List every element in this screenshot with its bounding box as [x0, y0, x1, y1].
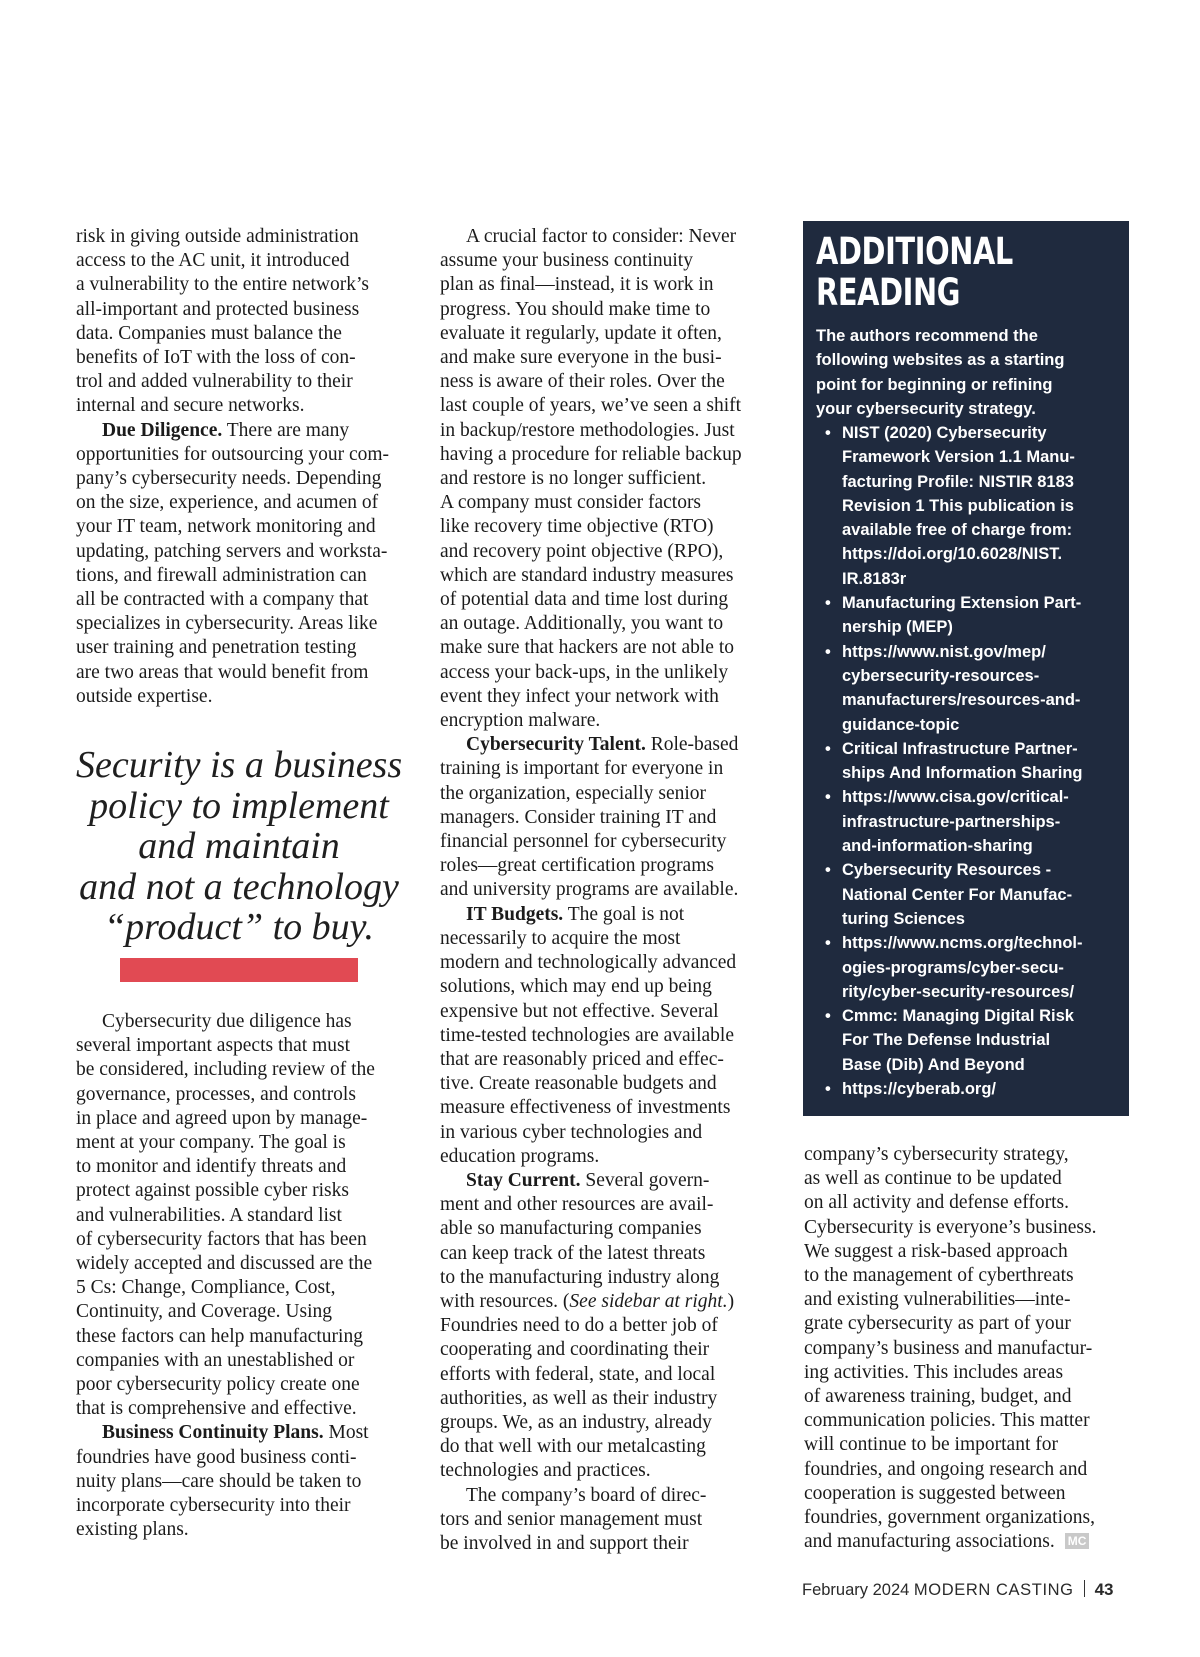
text-line: Continuity, and Coverage. Using [76, 1301, 332, 1323]
text-line: updating, patching servers and worksta- [76, 540, 388, 562]
sidebar-item-line: cybersecurity-resources- [842, 666, 1040, 685]
text-line: point for beginning or refining [816, 375, 1053, 394]
text-line: all-important and protected business [76, 298, 360, 320]
sidebar-item-line: https://www.nist.gov/mep/ [842, 642, 1046, 661]
sidebar-item-line: guidance-topic [842, 715, 960, 734]
text-line: are two areas that would benefit from [76, 661, 369, 683]
text-line: cooperating and coordinating their [440, 1339, 710, 1361]
text-line: The authors recommend the [816, 327, 1038, 345]
text-line: an outage. Additionally, you want to [440, 613, 724, 635]
text-line: We suggest a risk-based approach [804, 1240, 1068, 1262]
text-line: companies with an unestablished or [76, 1349, 355, 1371]
text-line: internal and secure networks. [76, 395, 305, 417]
col1-paragraph-business-continuity: Business Continuity Plans. Most foundries have good business conti- nuity plans—care should be taken to incorporate cybersecurity into their existing plans. [76, 1421, 396, 1542]
sidebar-item-line: infrastructure-partnerships- [842, 812, 1061, 831]
text-line: evaluate it regularly, update it often, [440, 322, 722, 344]
text-line: able so manufacturing companies [440, 1218, 702, 1240]
text-line: benefits of IoT with the loss of con- [76, 347, 356, 369]
sidebar-resource-item [816, 421, 1126, 591]
sidebar-item-line: IR.8183r [842, 569, 907, 588]
text-line: plan as final—instead, it is work in [440, 274, 714, 296]
magazine-name: MODERN CASTING [913, 1581, 1074, 1599]
bullet-icon: • [825, 861, 831, 880]
sidebar-item-line: Framework Version 1.1 Manu- [842, 448, 1075, 467]
text-line: education programs. [440, 1145, 600, 1167]
text-line: authorities, as well as their industry [440, 1387, 718, 1409]
text-line: as well as continue to be updated [804, 1168, 1062, 1190]
text-line: 5 Cs: Change, Compliance, Cost, [76, 1277, 336, 1299]
text-line: that is comprehensive and effective. [76, 1398, 357, 1420]
col2-paragraph-1: A crucial factor to consider: Never assume your business continuity plan as final—instead, it is work in progress. You should make time to evaluate it regularly, update it often, and make sure everyone in the busi- ness is aware of their roles. Over the last couple of years, we’ve seen a shift in backup/restore methodologies. Just having a procedure for reliable backup and restore is no longer sufficient. A company must consider factors like recovery time objective (RTO) and recovery point objective (RPO), which are standard industry measures of potential data and time lost during an outage. Additionally, you want to make sure that hackers are not able to access your back-ups, in the unlikely event they infect your network with encryption malware. [440, 225, 767, 733]
text-line: all be contracted with a company that [76, 589, 369, 611]
issue-date: February 2024 [802, 1581, 910, 1599]
sidebar-item-line: https://doi.org/10.6028/NIST. [842, 545, 1063, 564]
sidebar-item-line: turing Sciences [842, 909, 965, 928]
text-line: risk in giving outside administration [76, 226, 359, 247]
sidebar-item-line: https://www.ncms.org/technol- [842, 934, 1083, 953]
text-line: will continue to be important for [804, 1434, 1058, 1456]
subhead-business-continuity: Business Continuity Plans. [102, 1422, 324, 1444]
text-line: ing activities. This includes areas [804, 1361, 1064, 1383]
col2-paragraph-budgets: IT Budgets. The goal is not necessarily to acquire the most modern and technologically advanced solutions, which may end up being expensive but not effective. Several time-tested technologies are available that are reasonably priced and effec- tive. Create reasonable budgets and measure effectiveness of investments in various cyber technologies and education programs. [440, 903, 767, 1169]
text-line: financial personnel for cybersecurity [440, 831, 727, 853]
text-line: and not a technology [79, 865, 399, 908]
text-line: in place and agreed upon by manage- [76, 1107, 368, 1129]
column-3: company’s cybersecurity strategy, as well as continue to be updated on all activity and defense efforts. Cybersecurity is everyone’s business. We suggest a risk-based approach to the management of cyberthreats and existing vulnerabilities—inte- grate cybersecurity as part of your company’s business and manufactur- ing activities. This includes areas of awareness training, budget, and communication policies. This matter will continue to be important for foundries, and ongoing research and cooperation is suggested between foundries, government organizations, and manufacturing associations. MC [804, 1143, 1128, 1554]
bullet-icon: • [825, 594, 831, 613]
sidebar-item-line: rity/cyber-security-resources/ [842, 982, 1075, 1001]
sidebar-item-line: and-information-sharing [842, 837, 1033, 856]
page-number: 43 [1094, 1580, 1114, 1599]
footer-divider [1084, 1580, 1085, 1597]
sidebar-item-line: facturing Profile: NISTIR 8183 [842, 472, 1074, 491]
sidebar-item-line: NIST (2020) Cybersecurity [842, 424, 1047, 442]
text-line: incorporate cybersecurity into their [76, 1495, 351, 1517]
text-line: ment and other resources are avail- [440, 1194, 714, 1216]
text-line: managers. Consider training IT and [440, 806, 717, 828]
text-line: efforts with federal, state, and local [440, 1363, 716, 1385]
text-line: and vulnerabilities. A standard list [76, 1204, 342, 1226]
text-line: access to the AC unit, it introduced [76, 250, 350, 272]
subhead-stay-current: Stay Current. [466, 1169, 581, 1191]
text-line: specializes in cybersecurity. Areas like [76, 613, 378, 635]
text-line: measure effectiveness of investments [440, 1097, 731, 1119]
text-line: last couple of years, we’ve seen a shift [440, 395, 742, 417]
text-line: the organization, especially senior [440, 782, 707, 804]
additional-reading-sidebar [803, 221, 1129, 1116]
text-line: company’s business and manufactur- [804, 1337, 1093, 1359]
text-line: of awareness training, budget, and [804, 1386, 1072, 1408]
text-line: communication policies. This matter [804, 1410, 1090, 1432]
text-line: technologies and practices. [440, 1460, 651, 1482]
text-line: in various cyber technologies and [440, 1121, 703, 1143]
col1-paragraph-due-diligence: Due Diligence. There are many opportunities for outsourcing your com- pany’s cybersecurity needs. Depending on the size, experience, and acumen of your IT team, network monitoring and updating, patching servers and worksta- tions, and firewall administration can all be contracted with a company that specializes in cybersecurity. Areas like user training and penetration testing are two areas that would benefit from outside expertise. [76, 419, 396, 709]
text-line: solutions, which may end up being [440, 976, 712, 998]
col2-paragraph-board: The company’s board of direc- tors and senior management must be involved in and support their [440, 1484, 767, 1557]
sidebar-resource-item [816, 737, 1126, 786]
sidebar-item-line: https://www.cisa.gov/critical- [842, 788, 1069, 807]
text-line: to monitor and identify threats and [76, 1156, 347, 1178]
text-line: and make sure everyone in the busi- [440, 347, 722, 369]
sidebar-item-line: manufacturers/resources-and- [842, 691, 1081, 710]
text-line: roles—great certification programs [440, 855, 714, 877]
bullet-icon: • [825, 788, 831, 807]
subhead-cybersecurity-talent: Cybersecurity Talent. [466, 734, 646, 756]
bullet-icon: • [825, 424, 831, 442]
column-2 [440, 225, 767, 1556]
sidebar-item-line: For The Defense Industrial [842, 1031, 1051, 1050]
text-line: which are standard industry measures [440, 564, 734, 586]
text-line: like recovery time objective (RTO) [440, 516, 714, 538]
sidebar-intro [816, 324, 1064, 421]
text-line: to the manufacturing industry along [440, 1266, 720, 1288]
text-line: trol and added vulnerability to their [76, 371, 353, 393]
text-line: nuity plans—care should be taken to [76, 1470, 362, 1492]
end-mark: MC [1065, 1533, 1090, 1549]
text-line: and restore is no longer sufficient. [440, 468, 707, 490]
text-line: encryption malware. [440, 710, 601, 732]
sidebar-item-line: Critical Infrastructure Partner- [842, 739, 1078, 758]
col2-paragraph-stay-current: Stay Current. Several govern- ment and other resources are avail- able so manufacturing companies can keep track of the latest threats to the manufacturing industry along with resources. (See sidebar at right.) Foundries need to do a better job of cooperating and coordinating their efforts with federal, state, and local authorities, as well as their industry groups. We, as an industry, already do that well with our metalcasting technologies and practices. [440, 1169, 767, 1484]
bullet-icon: • [825, 1007, 831, 1026]
text-line: several important aspects that must [76, 1035, 351, 1057]
sidebar-item-line: National Center For Manufac- [842, 885, 1073, 904]
sidebar-resource-item [816, 858, 1126, 931]
column-1-lower [76, 1010, 396, 1542]
text-line: governance, processes, and controls [76, 1083, 356, 1105]
text-line: pany’s cybersecurity needs. Depending [76, 468, 382, 490]
col2-paragraph-talent: Cybersecurity Talent. Role-based training is important for everyone in the organization, especially senior managers. Consider training IT and financial personnel for cybersecurity roles—great certification programs and university programs are available. [440, 733, 767, 902]
sidebar-reference: See sidebar at right. [569, 1290, 728, 1312]
sidebar-resource-item [816, 785, 1126, 858]
text-line: tions, and firewall administration can [76, 564, 367, 586]
text-line: training is important for everyone in [440, 758, 724, 780]
sidebar-item-line: Cybersecurity Resources - [842, 861, 1052, 880]
text-line: on all activity and defense efforts. [804, 1192, 1069, 1214]
text-line: ment at your company. The goal is [76, 1132, 346, 1154]
sidebar-item-line: available free of charge from: [842, 521, 1073, 540]
text-line: progress. You should make time to [440, 298, 711, 320]
sidebar-item-line: Revision 1 This publication is [842, 496, 1074, 515]
page-footer [802, 1578, 1114, 1602]
col1-paragraph-1 [76, 225, 396, 419]
text-line: time-tested technologies are available [440, 1024, 734, 1046]
bullet-icon: • [825, 1080, 831, 1099]
col1-paragraph-cyber-due-diligence: Cybersecurity due diligence has several important aspects that must be considered, including review of the governance, processes, and controls in place and agreed upon by manage- ment at your company. The goal is to monitor and identify threats and protect against possible cyber risks and vulnerabilities. A standard list of cybersecurity factors that has been widely accepted and discussed are the 5 Cs: Change, Compliance, Cost, Continuity, and Coverage. Using these factors can help manufacturing companies with an unestablished or poor cybersecurity policy create one that is comprehensive and effective. [76, 1010, 396, 1421]
text-line: expensive but not effective. Several [440, 1000, 719, 1022]
text-line: a vulnerability to the entire network’s [76, 274, 369, 296]
text-line: widely accepted and discussed are the [76, 1253, 373, 1275]
text-line: Cybersecurity is everyone’s business. [804, 1216, 1097, 1238]
text-line: assume your business continuity [440, 250, 693, 272]
text-line: data. Companies must balance the [76, 322, 342, 344]
text-line: access your back-ups, in the unlikely [440, 661, 729, 683]
text-line: foundries have good business conti- [76, 1446, 357, 1468]
text-line: tors and senior management must [440, 1508, 703, 1530]
text-line: and maintain [138, 825, 340, 867]
subhead-it-budgets: IT Budgets. [466, 903, 564, 925]
text-line: existing plans. [76, 1519, 189, 1541]
subhead-due-diligence: Due Diligence. [102, 419, 223, 441]
text-line: user training and penetration testing [76, 637, 357, 659]
text-line: that are reasonably priced and effec- [440, 1048, 724, 1070]
text-line: in backup/restore methodologies. Just [440, 419, 735, 441]
sidebar-resource-item [816, 591, 1126, 640]
text-line: opportunities for outsourcing your com- [76, 443, 390, 465]
text-line: be considered, including review of the [76, 1059, 375, 1081]
text-line: cooperation is suggested between [804, 1482, 1066, 1504]
sidebar-resource-item [816, 931, 1126, 1004]
text-line: Foundries need to do a better job of [440, 1315, 718, 1337]
text-line: event they infect your network with [440, 685, 719, 707]
text-line: make sure that hackers are not able to [440, 637, 734, 659]
sidebar-item-line: Cmmc: Managing Digital Risk [842, 1007, 1074, 1026]
sidebar-resource-item [816, 640, 1126, 737]
text-line: foundries, and ongoing research and [804, 1458, 1088, 1480]
text-line: foundries, government organizations, [804, 1507, 1095, 1529]
text-line: poor cybersecurity policy create one [76, 1374, 360, 1396]
text-line: protect against possible cyber risks [76, 1180, 349, 1202]
sidebar-item-line: https://cyberab.org/ [842, 1080, 997, 1099]
pull-quote [76, 745, 402, 948]
text-line: modern and technologically advanced [440, 952, 737, 974]
text-line: necessarily to acquire the most [440, 927, 681, 949]
text-line: “product” to buy. [104, 906, 374, 948]
text-line: do that well with our metalcasting [440, 1436, 706, 1458]
sidebar-item-line: Manufacturing Extension Part- [842, 594, 1082, 613]
sidebar-title [816, 231, 1013, 313]
text-line: tive. Create reasonable budgets and [440, 1073, 717, 1095]
text-line: grate cybersecurity as part of your [804, 1313, 1071, 1335]
text-line: and university programs are available. [440, 879, 739, 901]
text-line: having a procedure for reliable backup [440, 443, 742, 465]
column-1 [76, 225, 396, 709]
text-line: groups. We, as an industry, already [440, 1411, 712, 1433]
bullet-icon: • [825, 642, 831, 661]
sidebar-item-line: ships And Information Sharing [842, 764, 1083, 783]
bullet-icon: • [825, 739, 831, 758]
text-line: these factors can help manufacturing [76, 1325, 363, 1347]
sidebar-resource-item [816, 1004, 1126, 1077]
bullet-icon: • [825, 934, 831, 953]
text-line: ADDITIONAL [816, 230, 1013, 273]
sidebar-item-line: ogies-programs/cyber-secu- [842, 958, 1064, 977]
text-line: and existing vulnerabilities—inte- [804, 1289, 1071, 1311]
text-line: of cybersecurity factors that has been [76, 1228, 367, 1250]
text-line: ness is aware of their roles. Over the [440, 371, 725, 393]
text-line: your cybersecurity strategy. [816, 399, 1036, 418]
sidebar-item-line: nership (MEP) [842, 618, 953, 637]
text-line: READING [816, 271, 961, 314]
text-line: Security is a business [76, 744, 403, 786]
text-line: following websites as a starting [816, 351, 1065, 370]
pull-quote-accent-bar [120, 958, 358, 982]
text-line: your IT team, network monitoring and [76, 516, 376, 538]
text-line: to the management of cyberthreats [804, 1265, 1074, 1287]
text-line: on the size, experience, and acumen of [76, 492, 379, 514]
text-line: can keep track of the latest threats [440, 1242, 706, 1264]
text-line: policy to implement [89, 784, 389, 827]
text-line: and recovery point objective (RPO), [440, 540, 724, 562]
text-line: of potential data and time lost during [440, 589, 729, 611]
sidebar-resource-item [816, 1077, 1126, 1101]
text-line: outside expertise. [76, 685, 213, 707]
sidebar-item-line: Base (Dib) And Beyond [842, 1055, 1025, 1074]
text-line: be involved in and support their [440, 1532, 689, 1554]
text-line: A company must consider factors [440, 492, 702, 514]
text-line: company’s cybersecurity strategy, [804, 1144, 1069, 1165]
sidebar-resource-list [816, 421, 1126, 1101]
